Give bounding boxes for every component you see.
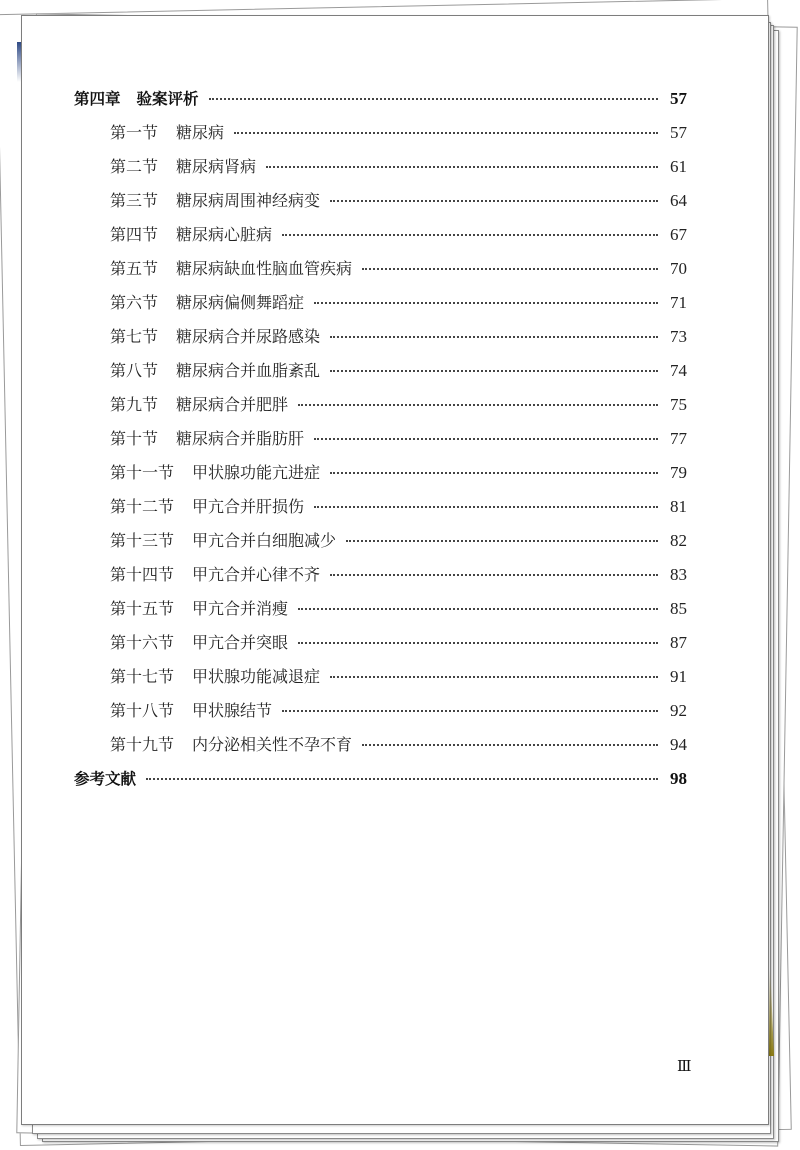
dot-leader xyxy=(146,777,658,780)
dot-leader xyxy=(266,165,658,168)
section-number: 第九节 xyxy=(110,395,159,414)
toc-section-row[interactable] xyxy=(74,666,694,700)
dot-leader xyxy=(330,471,658,474)
section-page: 70 xyxy=(670,259,687,278)
section-number: 第六节 xyxy=(110,293,159,312)
toc-section-row[interactable] xyxy=(74,734,694,768)
dot-leader xyxy=(330,675,658,678)
section-number: 第十六节 xyxy=(110,633,175,652)
toc-section-row[interactable] xyxy=(74,224,694,258)
section-title: 糖尿病肾病 xyxy=(176,157,257,176)
section-page: 67 xyxy=(670,225,687,244)
section-number: 第五节 xyxy=(110,259,159,278)
references-title: 参考文献 xyxy=(74,770,137,788)
section-number: 第二节 xyxy=(110,157,159,176)
section-title: 甲亢合并心律不齐 xyxy=(192,565,321,584)
section-number: 第十节 xyxy=(110,429,159,448)
dot-leader xyxy=(362,743,658,746)
page-folio-number: Ⅲ xyxy=(677,1059,692,1075)
section-number: 第十二节 xyxy=(110,497,175,516)
toc-section-row[interactable] xyxy=(74,564,694,598)
section-page: 77 xyxy=(670,429,687,448)
toc-section-row[interactable] xyxy=(74,360,694,394)
section-page: 87 xyxy=(670,633,687,652)
section-number: 第四节 xyxy=(110,225,159,244)
dot-leader xyxy=(330,369,658,372)
dot-leader xyxy=(298,607,658,610)
section-page: 91 xyxy=(670,667,687,686)
dot-leader xyxy=(330,199,658,202)
section-title: 甲亢合并突眼 xyxy=(192,633,289,652)
toc-section-row[interactable] xyxy=(74,258,694,292)
section-title: 甲亢合并白细胞减少 xyxy=(192,531,337,550)
dot-leader xyxy=(298,403,658,406)
section-title: 糖尿病偏侧舞蹈症 xyxy=(176,293,305,312)
toc-section-row[interactable] xyxy=(74,190,694,224)
section-page: 71 xyxy=(670,293,687,312)
section-number: 第三节 xyxy=(110,191,159,210)
dot-leader xyxy=(234,131,658,134)
section-title: 甲亢合并消瘦 xyxy=(192,599,289,618)
toc-section-row[interactable] xyxy=(74,394,694,428)
section-page: 64 xyxy=(670,191,687,210)
toc-chapter-row[interactable] xyxy=(74,88,694,122)
section-title: 甲状腺功能亢进症 xyxy=(192,463,321,482)
dot-leader xyxy=(314,505,658,508)
section-number: 第十八节 xyxy=(110,701,175,720)
dot-leader xyxy=(346,539,658,542)
dot-leader xyxy=(314,301,658,304)
section-title: 糖尿病心脏病 xyxy=(176,225,273,244)
dot-leader xyxy=(314,437,658,440)
section-title: 甲亢合并肝损伤 xyxy=(192,497,305,516)
dot-leader xyxy=(209,97,658,100)
section-page: 74 xyxy=(670,361,687,380)
section-title: 甲状腺功能减退症 xyxy=(192,667,321,686)
dot-leader xyxy=(330,335,658,338)
section-page: 57 xyxy=(670,123,687,142)
section-page: 92 xyxy=(670,701,687,720)
section-page: 83 xyxy=(670,565,687,584)
toc-page xyxy=(21,15,769,1125)
section-page: 82 xyxy=(670,531,687,550)
section-page: 61 xyxy=(670,157,687,176)
section-title: 糖尿病合并血脂紊乱 xyxy=(176,361,321,380)
section-page: 85 xyxy=(670,599,687,618)
section-page: 81 xyxy=(670,497,687,516)
dot-leader xyxy=(362,267,658,270)
section-title: 糖尿病缺血性脑血管疾病 xyxy=(176,259,353,278)
toc-section-row[interactable] xyxy=(74,530,694,564)
dot-leader xyxy=(282,233,658,236)
dot-leader xyxy=(298,641,658,644)
section-page: 73 xyxy=(670,327,687,346)
toc-section-row[interactable] xyxy=(74,700,694,734)
toc-section-row[interactable] xyxy=(74,598,694,632)
section-number: 第十四节 xyxy=(110,565,175,584)
section-page: 75 xyxy=(670,395,687,414)
section-number: 第十五节 xyxy=(110,599,175,618)
table-of-contents xyxy=(74,88,694,802)
chapter-page: 57 xyxy=(670,89,687,108)
section-number: 第八节 xyxy=(110,361,159,380)
section-title: 内分泌相关性不孕不育 xyxy=(192,735,353,754)
toc-section-row[interactable] xyxy=(74,292,694,326)
toc-section-row[interactable] xyxy=(74,462,694,496)
toc-references-row[interactable] xyxy=(74,768,694,802)
toc-section-row[interactable] xyxy=(74,326,694,360)
section-title: 甲状腺结节 xyxy=(192,701,273,720)
toc-section-row[interactable] xyxy=(74,496,694,530)
toc-section-row[interactable] xyxy=(74,428,694,462)
section-title: 糖尿病合并尿路感染 xyxy=(176,327,321,346)
section-title: 糖尿病合并脂肪肝 xyxy=(176,429,305,448)
chapter-number: 第四章 xyxy=(74,90,121,108)
section-number: 第七节 xyxy=(110,327,159,346)
section-title: 糖尿病周围神经病变 xyxy=(176,191,321,210)
toc-section-row[interactable] xyxy=(74,632,694,666)
chapter-title: 验案评析 xyxy=(136,90,199,108)
section-title: 糖尿病 xyxy=(176,123,225,142)
dot-leader xyxy=(282,709,658,712)
section-page: 79 xyxy=(670,463,687,482)
section-number: 第十一节 xyxy=(110,463,175,482)
section-page: 94 xyxy=(670,735,687,754)
section-number: 第一节 xyxy=(110,123,159,142)
section-number: 第十七节 xyxy=(110,667,175,686)
section-number: 第十三节 xyxy=(110,531,175,550)
dot-leader xyxy=(330,573,658,576)
section-number: 第十九节 xyxy=(110,735,175,754)
section-title: 糖尿病合并肥胖 xyxy=(176,395,289,414)
references-page: 98 xyxy=(670,769,687,788)
toc-section-row[interactable] xyxy=(74,122,694,156)
toc-section-row[interactable] xyxy=(74,156,694,190)
